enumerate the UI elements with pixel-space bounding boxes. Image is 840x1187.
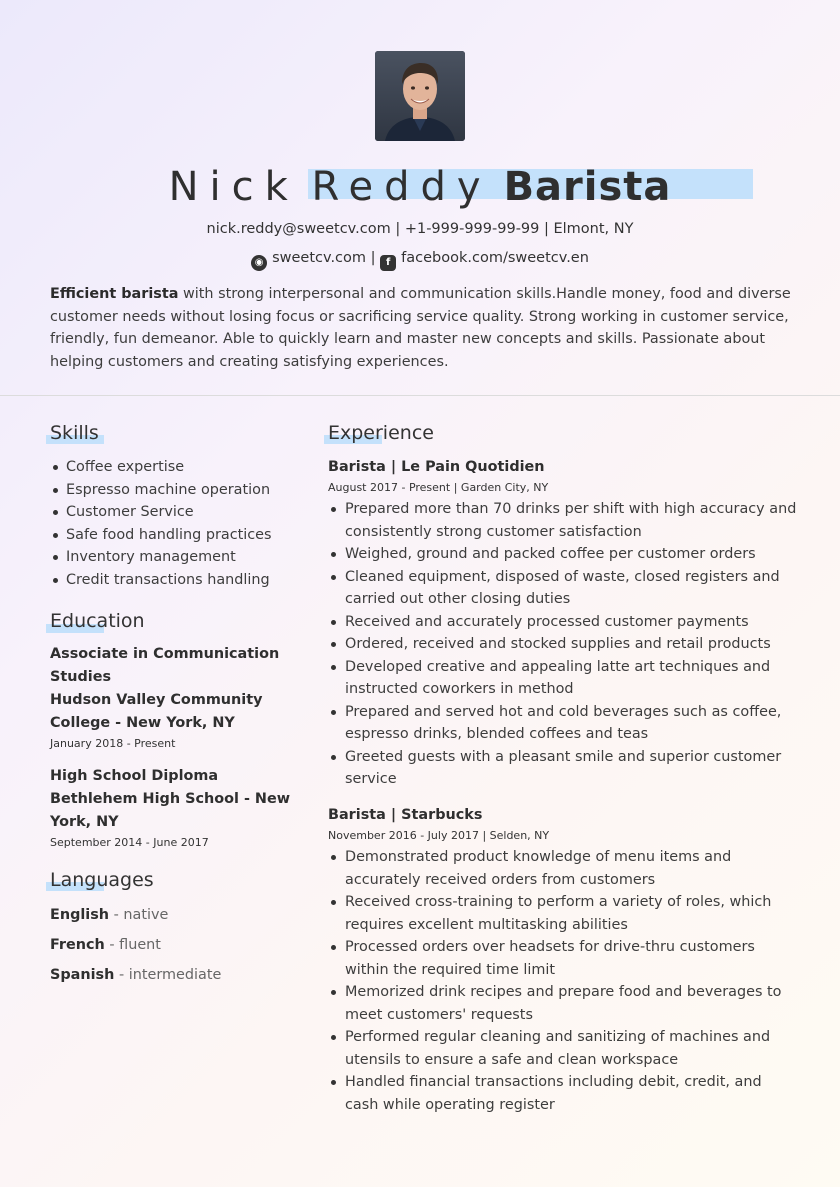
language-name: French bbox=[50, 937, 105, 953]
job-entry bbox=[328, 457, 798, 791]
job-bullet: Ordered, received and stocked supplies and retail products bbox=[328, 633, 798, 656]
job-bullet: Weighed, ground and packed coffee per customer orders bbox=[328, 543, 798, 566]
job-bullet: Demonstrated product knowledge of menu items and accurately received orders from customers bbox=[328, 846, 798, 891]
job-bullet: Performed regular cleaning and sanitizing of machines and utensils to ensure a safe and clean workspace bbox=[328, 1026, 798, 1071]
language-item bbox=[50, 905, 168, 925]
job-title: Barista | Starbucks bbox=[328, 807, 483, 823]
skill-item: Customer Service bbox=[50, 501, 300, 524]
skill-item: Coffee expertise bbox=[50, 456, 300, 479]
education-dates: September 2014 - June 2017 bbox=[50, 836, 209, 849]
contact-line: nick.reddy@sweetcv.com | +1-999-999-99-99 | Elmont, NY bbox=[206, 221, 634, 237]
links-line bbox=[0, 248, 840, 271]
job-details: November 2016 - July 2017 | Selden, NY bbox=[328, 829, 550, 842]
job-bullet: Received and accurately processed customer payments bbox=[328, 611, 798, 634]
job-bullets bbox=[328, 846, 798, 1116]
candidate-name bbox=[0, 163, 840, 211]
summary-lead: Efficient barista bbox=[50, 286, 179, 302]
links-separator: | bbox=[370, 250, 376, 266]
job-bullet: Received cross-training to perform a variety of roles, which requires excellent multitasking abilities bbox=[328, 891, 798, 936]
job-role: Barista bbox=[503, 164, 672, 210]
degree: Associate in Communication Studies bbox=[50, 646, 280, 685]
experience-title: Experience bbox=[328, 422, 434, 444]
education-entry bbox=[50, 643, 300, 752]
job-bullet: Handled financial transactions including debit, credit, and cash while operating register bbox=[328, 1071, 798, 1116]
language-level: - intermediate bbox=[114, 967, 222, 983]
job-bullet: Prepared more than 70 drinks per shift with high accuracy and consistently strong customer satisfaction bbox=[328, 498, 798, 543]
summary-paragraph bbox=[50, 283, 795, 373]
facebook-link[interactable]: facebook.com/sweetcv.en bbox=[401, 250, 589, 266]
summary-text: with strong interpersonal and communication skills.Handle money, food and diverse customer needs without losing focus or sacrificing service quality. Strong working in customer service, friendly, fun demeanor. Able to quickly learn and master new concepts and skills. Passionate about helping customers and creating satisfying experiences. bbox=[50, 286, 791, 370]
header-divider bbox=[0, 395, 840, 396]
education-title: Education bbox=[50, 610, 145, 632]
job-entry bbox=[328, 805, 798, 1116]
skills-list bbox=[50, 456, 300, 592]
job-bullets bbox=[328, 498, 798, 791]
job-bullet: Memorized drink recipes and prepare food and beverages to meet customers' requests bbox=[328, 981, 798, 1026]
education-dates: January 2018 - Present bbox=[50, 737, 176, 750]
school: Bethlehem High School - New York, NY bbox=[50, 791, 291, 830]
avatar-illustration bbox=[375, 51, 465, 141]
skills-title: Skills bbox=[50, 422, 99, 444]
skill-item: Inventory management bbox=[50, 546, 300, 569]
skill-item: Espresso machine operation bbox=[50, 479, 300, 502]
first-name: Nick bbox=[168, 164, 299, 210]
job-title: Barista | Le Pain Quotidien bbox=[328, 459, 545, 475]
language-name: English bbox=[50, 907, 110, 923]
language-item bbox=[50, 935, 161, 955]
school: Hudson Valley Community College - New York, NY bbox=[50, 692, 263, 731]
language-item bbox=[50, 965, 221, 985]
skill-item: Credit transactions handling bbox=[50, 569, 300, 592]
skill-item: Safe food handling practices bbox=[50, 524, 300, 547]
degree: High School Diploma bbox=[50, 768, 219, 784]
facebook-icon: f bbox=[380, 255, 396, 271]
education-entry bbox=[50, 765, 300, 851]
last-name: Reddy bbox=[311, 164, 492, 210]
profile-photo bbox=[375, 51, 465, 141]
globe-icon: ◉ bbox=[251, 255, 267, 271]
languages-title: Languages bbox=[50, 869, 154, 891]
language-level: - native bbox=[109, 907, 169, 923]
job-bullet: Greeted guests with a pleasant smile and superior customer service bbox=[328, 746, 798, 791]
website-link[interactable]: sweetcv.com bbox=[272, 250, 367, 266]
language-name: Spanish bbox=[50, 967, 115, 983]
language-level: - fluent bbox=[104, 937, 161, 953]
job-bullet: Developed creative and appealing latte art techniques and instructed coworkers in method bbox=[328, 656, 798, 701]
job-bullet: Processed orders over headsets for drive-thru customers within the required time limit bbox=[328, 936, 798, 981]
job-bullet: Prepared and served hot and cold beverages such as coffee, espresso drinks, blended coffees and teas bbox=[328, 701, 798, 746]
job-details: August 2017 - Present | Garden City, NY bbox=[328, 481, 549, 494]
job-bullet: Cleaned equipment, disposed of waste, closed registers and carried out other closing duties bbox=[328, 566, 798, 611]
